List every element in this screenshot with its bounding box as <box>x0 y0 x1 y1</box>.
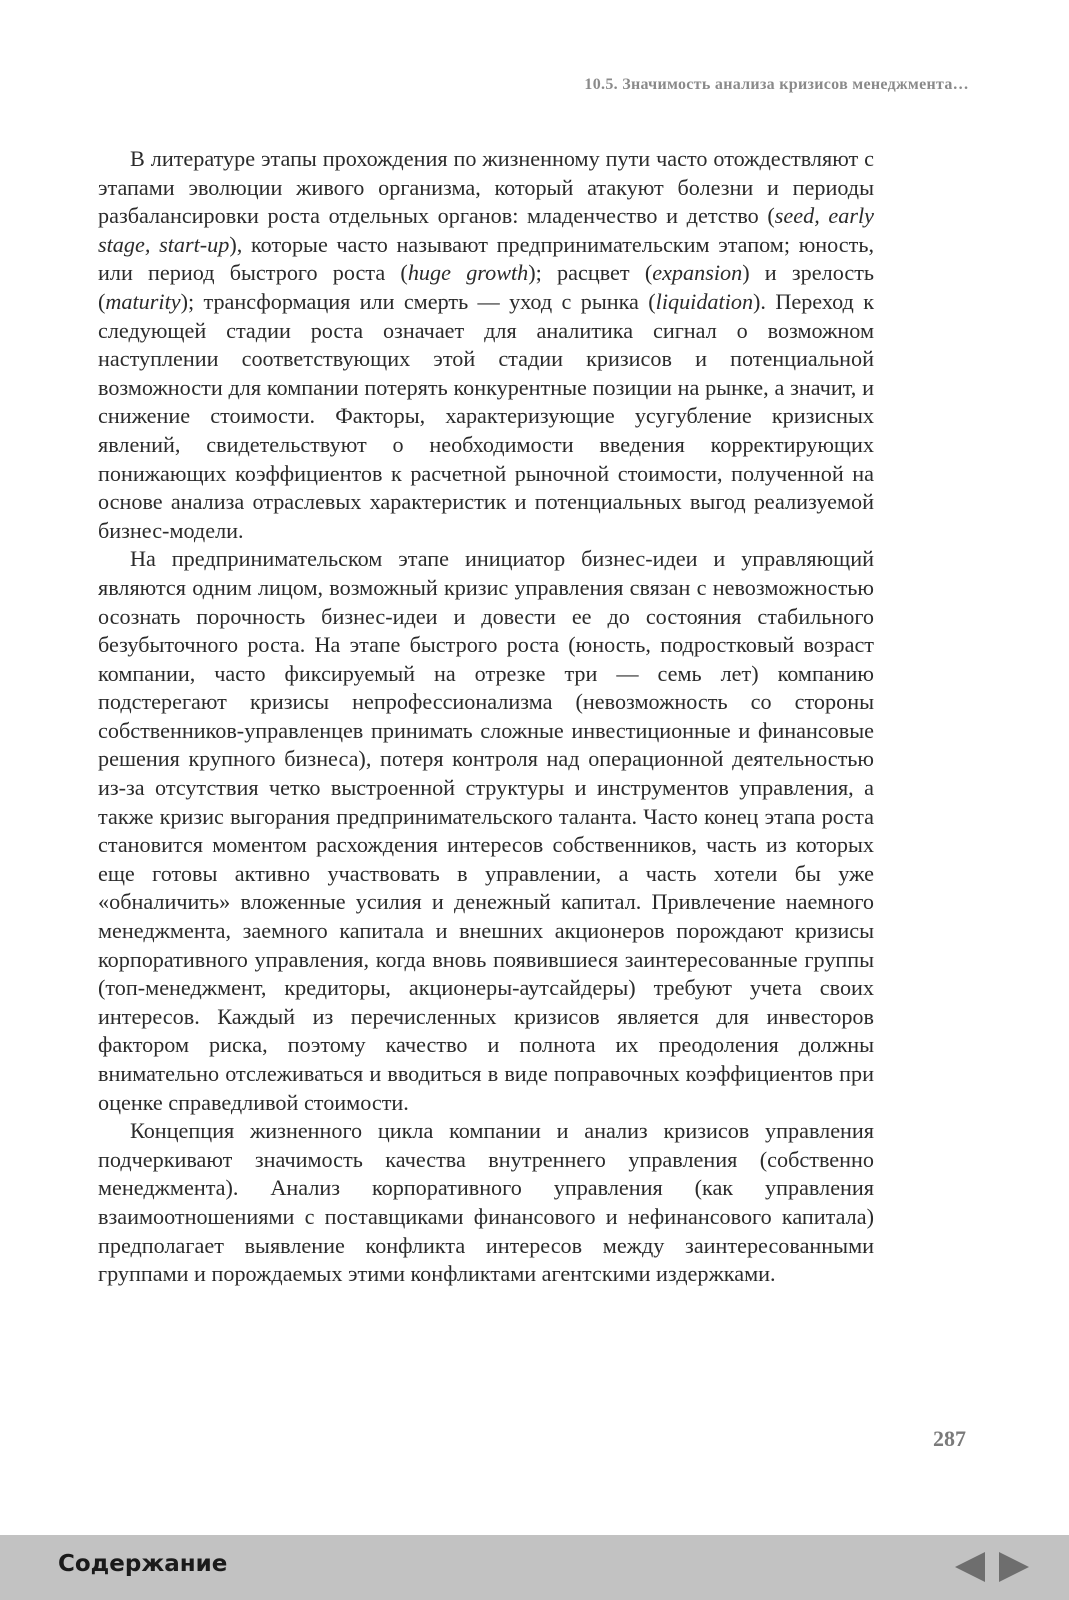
term-expansion: expansion <box>652 260 743 286</box>
contents-link[interactable]: Содержание <box>58 1551 228 1577</box>
term-seed-early-stage-start-up: seed, early stage, start-up <box>98 203 875 257</box>
navigation-bar <box>0 1535 1069 1600</box>
paragraph-1-text: В литературе этапы прохождения по жизненному пути часто отождествляют с этапами эволюции живого организма, который атакуют болезни и периоды разбалансировки роста отдельных органов: младенчество и детство ( <box>98 146 874 229</box>
running-header: 10.5. Значимость анализа кризисов менеджмента… <box>584 76 969 93</box>
term-maturity: maturity <box>105 288 181 314</box>
paragraph-1-text: ); расцвет ( <box>528 260 653 286</box>
paragraph-1-text: ); трансформация или смерть — уход с рынка ( <box>180 288 656 314</box>
paragraph-3: Концепция жизненного цикла компании и анализ кризисов управления подчеркивают значимость качества внутреннего управления (собственно менеджмента). Анализ корпоративного управления (как управления взаимоотношениями с поставщиками финансового и нефинансового капитала) предполагает выявление конфликта интересов между заинтересованными группами и порождаемых этими конфликтами агентскими издержками. <box>98 1118 874 1287</box>
term-huge-growth: huge growth <box>407 260 529 286</box>
paragraph-1-text: ), которые часто называют предпринимательским этапом; юность, или период быстрого роста ( <box>98 231 874 286</box>
triangle-right-icon[interactable] <box>999 1552 1029 1582</box>
paragraph-2: На предпринимательском этапе инициатор бизнес-идеи и управляющий являются одним лицом, возможный кризис управления связан с невозможностью осознать порочность бизнес-идеи и довести ее до состояния стабильного безубыточного роста. На этапе быстрого роста (юность, подростковый возраст компании, часто фиксируемый на отрезке три — семь лет) компанию подстерегают кризисы непрофессионализма (невозможность со стороны собственников-управленцев принимать сложные инвестиционные и финансовые решения крупного бизнеса), потеря контроля над операционной деятельностью из-за отсутствия четко выстроенной структуры и инструментов управления, а также кризис выгорания предпринимательского таланта. Часто конец этапа роста становится моментом расхождения интересов собственников, часть из которых еще готовы активно участвовать в управлении, а часть хотели бы уже «обналичить» вложенные усилия и денежный капитал. Привлечение наемного менеджмента, заемного капитала и внешних акционеров порождают кризисы корпоративного управления, когда вновь появившиеся заинтересованные группы (топ-менеджмент, кредиторы, акционеры-аутсайдеры) требуют учета своих интересов. Каждый из перечисленных кризисов является для инвесторов фактором риска, поэтому качество и полнота их преодоления должны внимательно отслеживаться и вводиться в виде поправочных коэффициентов при оценке справедливой стоимости. <box>98 546 874 1115</box>
paragraph-1-text: ). Переход к следующей стадии роста означает для аналитика сигнал о возможном наступлении соответствующих этой стадии кризисов и потенциальной возможности для компании потерять конкурентные позиции на рынке, а значит, и снижение стоимости. Факторы, характеризующие усугубление кризисных явлений, свидетельствуют о необходимости введения корректирующих понижающих коэффициентов к расчетной рыночной стоимости, полученной на основе анализа отраслевых характеристик и потенциальных выгод реализуемой бизнес-модели. <box>98 288 874 543</box>
body-text <box>98 145 874 1289</box>
triangle-left-icon[interactable] <box>955 1552 985 1582</box>
page-number: 287 <box>933 1426 966 1451</box>
paragraph-1-text: ) и зрелость ( <box>98 260 875 314</box>
term-liquidation: liquidation <box>655 288 754 314</box>
paragraph-1 <box>98 145 874 545</box>
